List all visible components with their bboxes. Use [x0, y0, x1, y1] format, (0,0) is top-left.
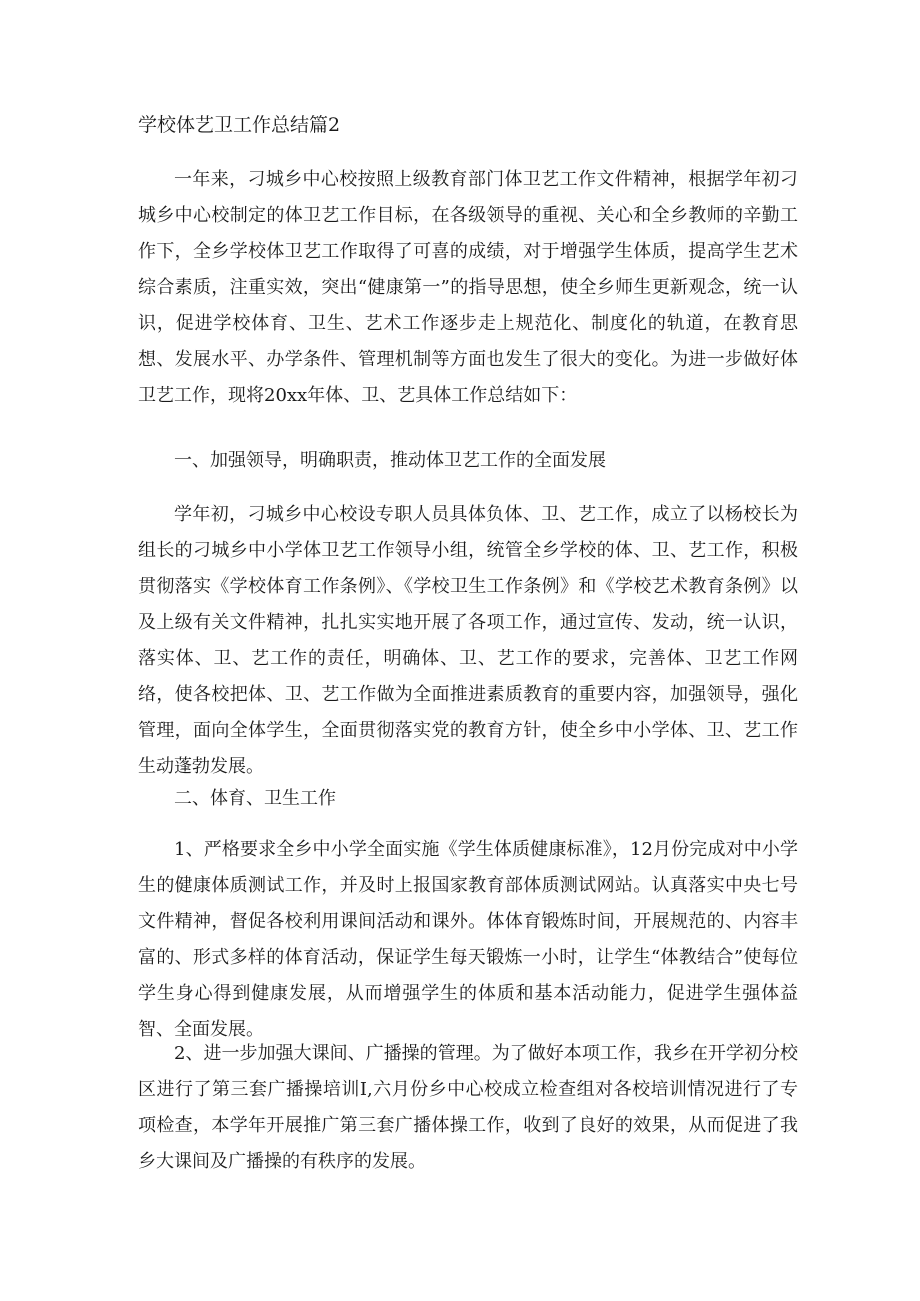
- intro-paragraph: 一年来，刁城乡中心校按照上级教育部门体卫艺工作文件精神，根据学年初刁城乡中心校制定的体卫艺工作目标，在各级领导的重视、关心和全乡教师的辛勤工作下，全乡学校体卫艺工作取得了可喜的成绩，对于增强学生体质，提高学生艺术综合素质，注重实效，突出“健康第一”的指导思想，使全乡师生更新观念，统一认识，促进学校体育、卫生、艺术工作逐步走上规范化、制度化的轨道，在教育思想、发展水平、办学条件、管理机制等方面也发生了很大的变化。为进一步做好体卫艺工作，现将20xx年体、卫、艺具体工作总结如下：: [138, 169, 798, 406]
- leadership-paragraph: 学年初，刁城乡中心校设专职人员具体负体、卫、艺工作，成立了以杨校长为组长的刁城乡中小学体卫艺工作领导小组，统管全乡学校的体、卫、艺工作，积极贯彻落实《学校体育工作条例》、《学校卫生工作条例》和《学校艺术教育条例》以及上级有关文件精神，扎扎实实地开展了各项工作，通过宣传、发动，统一认识，落实体、卫、艺工作的责任，明确体、卫、艺工作的要求，完善体、卫艺工作网络，使各校把体、卫、艺工作做为全面推进素质教育的重要内容，加强领导，强化管理，面向全体学生，全面贯彻落实党的教育方针，使全乡中小学体、卫、艺工作生动蓬勃发展。: [138, 504, 798, 777]
- section-heading-leadership: 一、加强领导，明确职责，推动体卫艺工作的全面发展: [174, 450, 606, 471]
- sports-item-1-paragraph: 1、严格要求全乡中小学全面实施《学生体质健康标准》，12月份完成对中小学生的健康体质测试工作，并及时上报国家教育部体质测试网站。认真落实中央七号文件精神，督促各校利用课间活动和课外。体体育锻炼时间，开展规范的、内容丰富的、形式多样的体育活动，保证学生每天锻炼一小时，让学生“体教结合”使每位学生身心得到健康发展，从而增强学生的体质和基本活动能力，促进学生强体益智、全面发展。: [138, 839, 798, 1040]
- sports-item-2-paragraph: 2、进一步加强大课间、广播操的管理。为了做好本项工作，我乡在开学初分校区进行了第三套广播操培训I,六月份乡中心校成立检查组对各校培训情况进行了专项检查，本学年开展推广第三套广播体操工作，收到了良好的效果，从而促进了我乡大课间及广播操的有秩序的发展。: [138, 1043, 798, 1172]
- document-title: 学校体艺卫工作总结篇2: [138, 114, 341, 136]
- section-heading-sports-health: 二、体育、卫生工作: [174, 788, 336, 809]
